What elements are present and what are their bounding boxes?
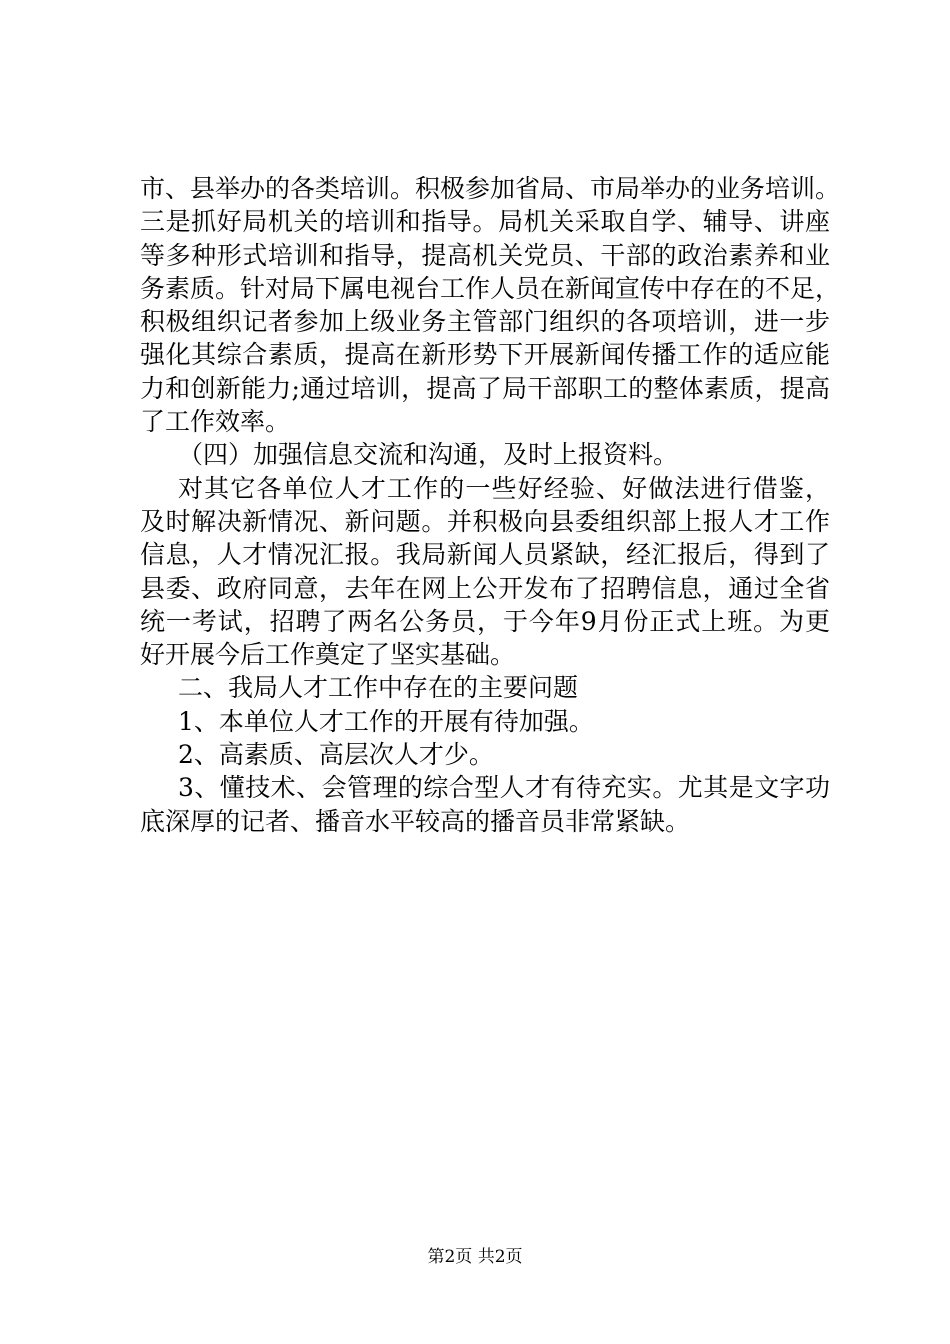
text-line: 了工作效率。	[140, 407, 291, 437]
text-line: 力和创新能力;通过培训，提高了局干部职工的整体素质，提高	[140, 373, 830, 403]
text-line: 三是抓好局机关的培训和指导。局机关采取自学、辅导、讲座	[140, 207, 830, 237]
section-heading: （四）加强信息交流和沟通，及时上报资料。	[178, 440, 679, 470]
list-item: 1、本单位人才工作的开展有待加强。	[178, 706, 594, 736]
text-line: 等多种形式培训和指导，提高机关党员、干部的政治素养和业	[140, 240, 830, 270]
section-heading: 二、我局人才工作中存在的主要问题	[178, 673, 579, 703]
page-number: 第2页 共2页	[427, 1247, 523, 1267]
text-line: 市、县举办的各类培训。积极参加省局、市局举办的业务培训。	[140, 174, 841, 203]
text-line: 强化其综合素质，提高在新形势下开展新闻传播工作的适应能	[140, 340, 830, 370]
text-line: 县委、政府同意，去年在网上公开发布了招聘信息，通过全省	[140, 573, 830, 603]
text-line: 统一考试，招聘了两名公务员，于今年9月份正式上班。为更	[140, 606, 830, 636]
list-item: 2、高素质、高层次人才少。	[178, 740, 494, 770]
text-line: 务素质。针对局下属电视台工作人员在新闻宣传中存在的不足，	[140, 273, 841, 303]
text-line: 信息，人才情况汇报。我局新闻人员紧缺，经汇报后，得到了	[140, 540, 830, 570]
text-line: 及时解决新情况、新问题。并积极向县委组织部上报人才工作	[140, 506, 830, 536]
text-line: 底深厚的记者、播音水平较高的播音员非常紧缺。	[140, 806, 691, 836]
text-line: 对其它各单位人才工作的一些好经验、好做法进行借鉴，	[178, 473, 830, 503]
text-line: 积极组织记者参加上级业务主管部门组织的各项培训，进一步	[140, 307, 830, 337]
list-item: 3、懂技术、会管理的综合型人才有待充实。尤其是文字功	[178, 773, 830, 803]
text-line: 好开展今后工作奠定了坚实基础。	[140, 640, 516, 670]
page-footer	[0, 1242, 950, 1267]
document-body	[140, 172, 841, 838]
